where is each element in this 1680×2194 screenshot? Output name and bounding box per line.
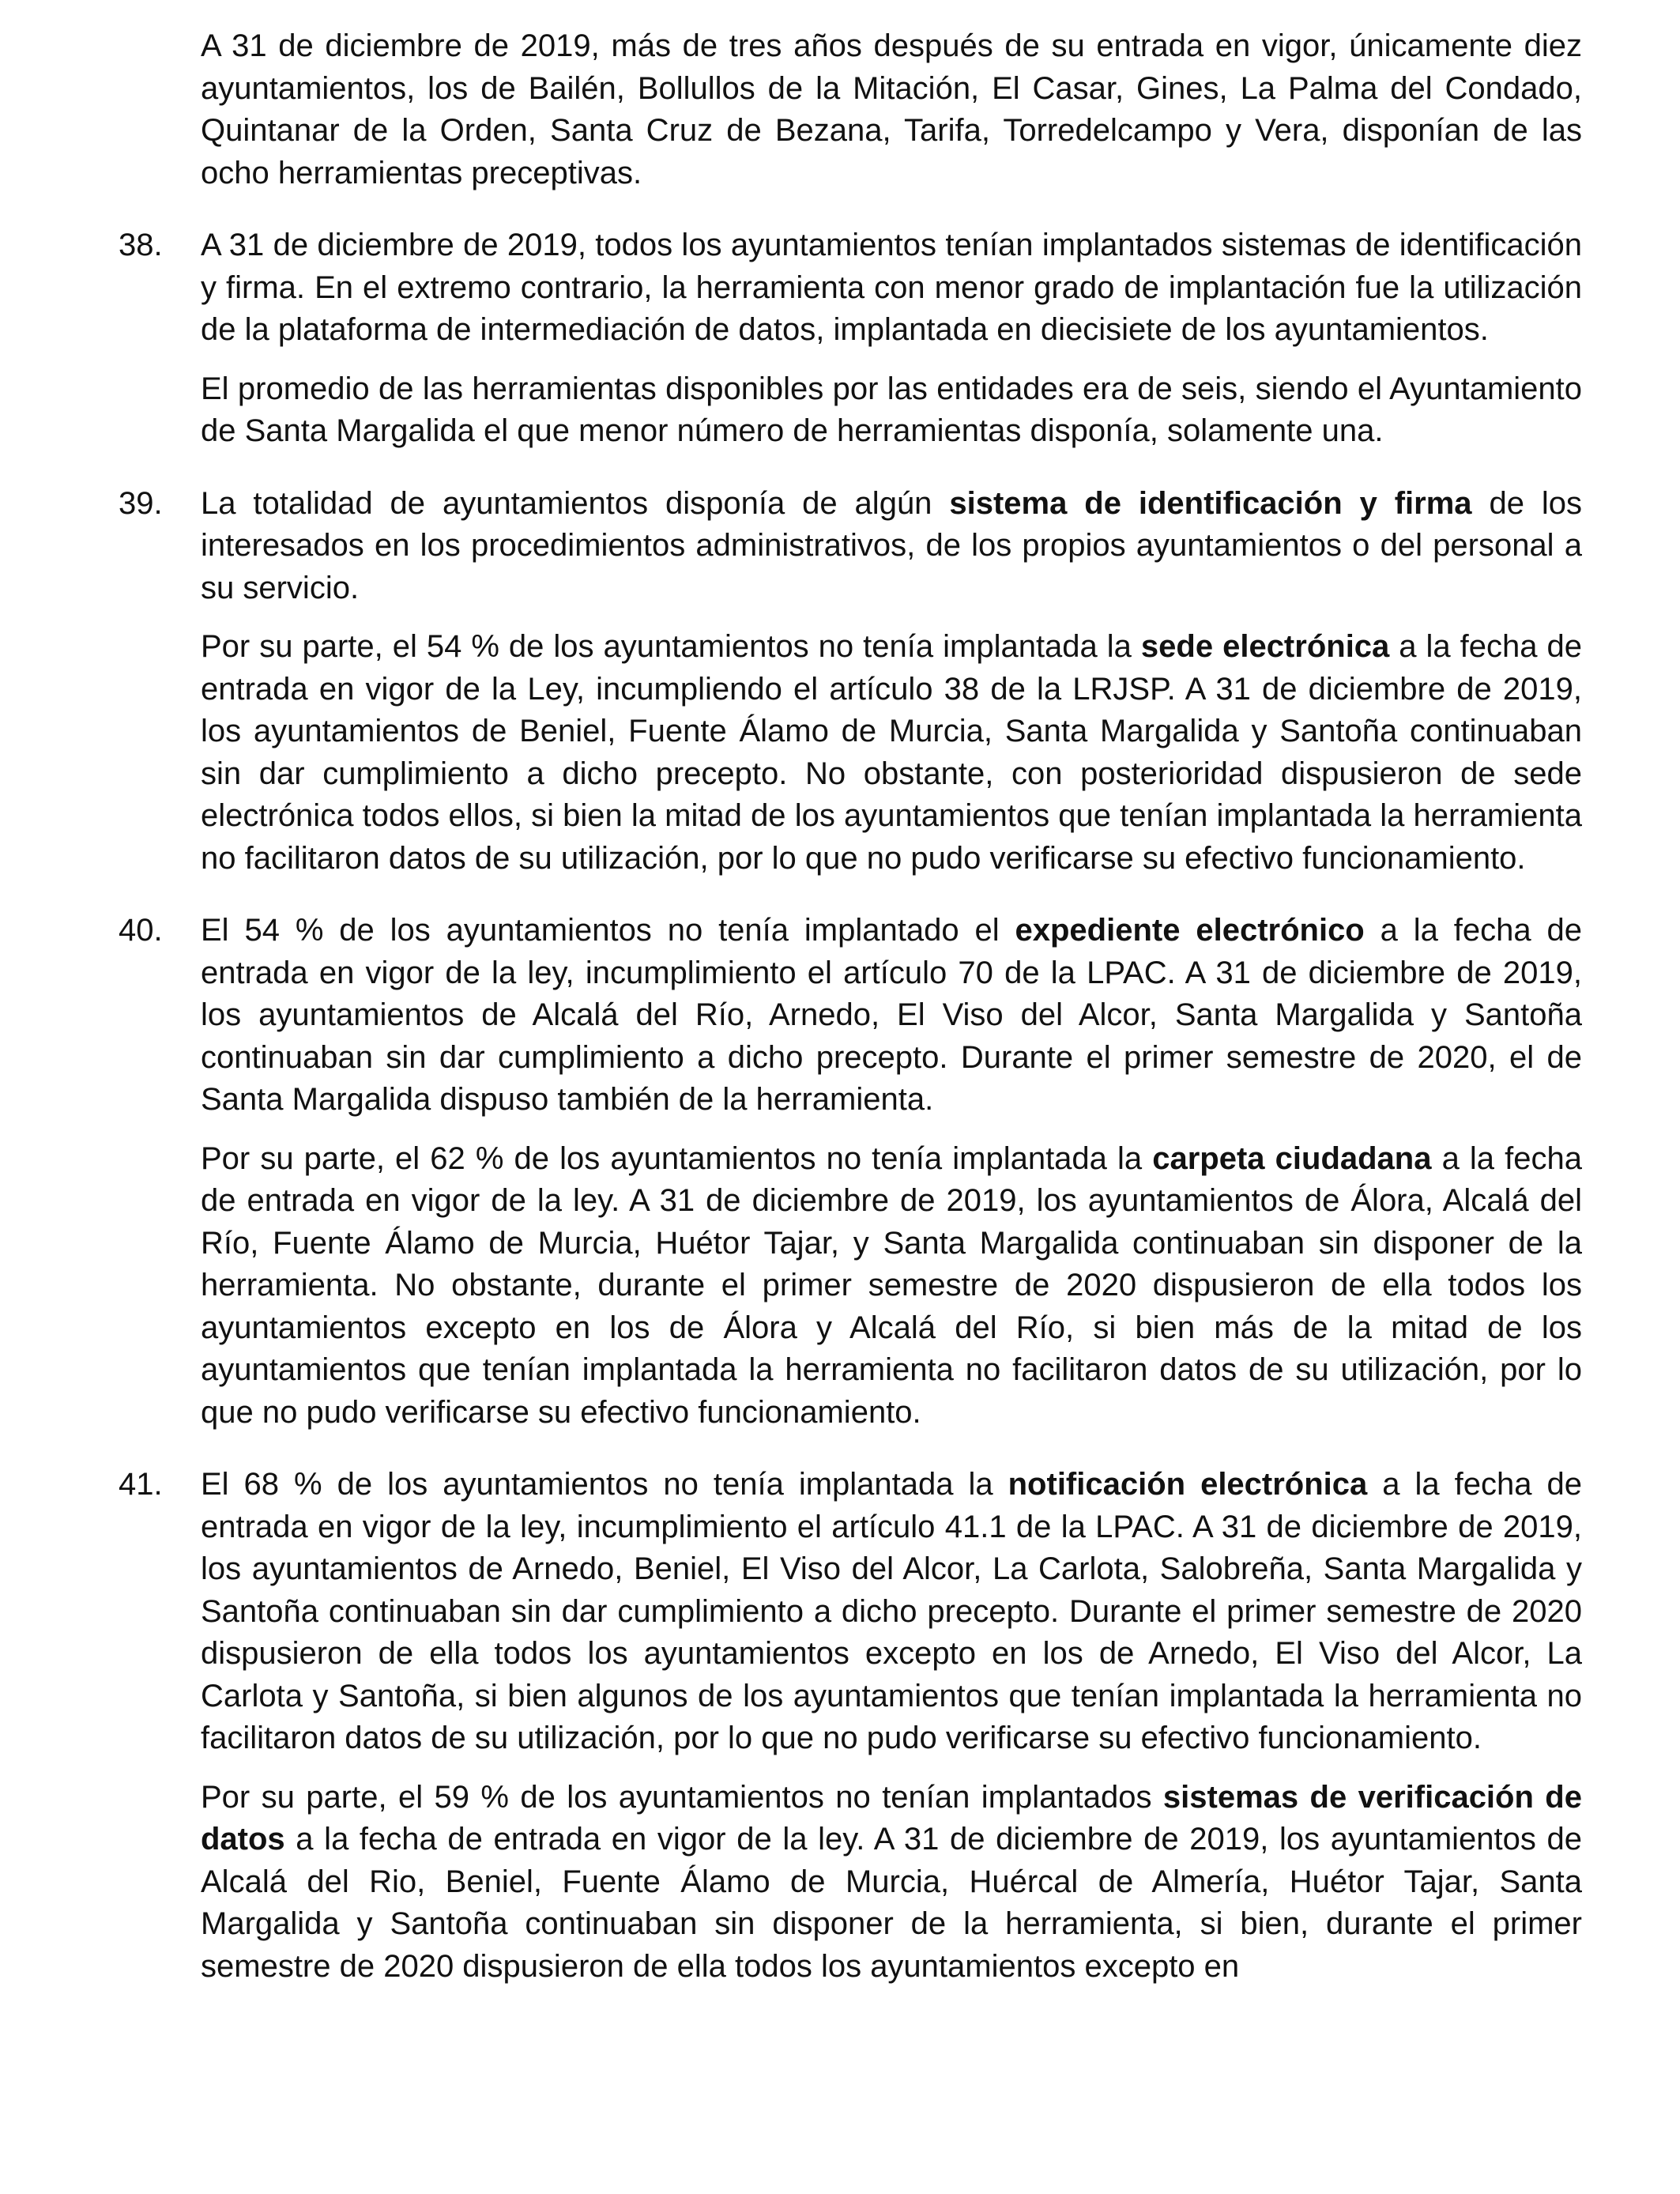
paragraph-37-continuation xyxy=(160,25,1582,194)
paragraph-41 xyxy=(119,1464,1582,1760)
paragraph-text: A 31 de diciembre de 2019, más de tres años después de su entrada en vigor, únicamente diez ayuntamientos, los de Bailén, Bollullos de la Mitación, El Casar, Gines, La Palma del Condado, Quintanar de la Orden, Santa Cruz de Bezana, Tarifa, Torredelcampo y Vera, disponían de las ocho herramientas preceptivas. xyxy=(201,28,1582,190)
paragraph-text: La totalidad de ayuntamientos disponía de algún xyxy=(201,485,950,521)
bold-term: carpeta ciudadana xyxy=(1152,1140,1432,1176)
paragraph-text: a la fecha de entrada en vigor de la ley, incumplimiento el artículo 70 de la LPAC. A 31 de diciembre de 2019, los ayuntamientos de Alcalá del Río, Arnedo, El Viso del Alcor, Santa Margalida y Santoña continuaban sin dar cumplimiento a dicho precepto. Durante el primer semestre de 2020, el de Santa Margalida dispuso también de la herramienta. xyxy=(201,913,1582,1117)
bold-term: sede electrónica xyxy=(1140,629,1390,664)
bold-term: notificación electrónica xyxy=(1008,1467,1368,1502)
paragraph-text: a la fecha de entrada en vigor de la Ley, incumpliendo el artículo 38 de la LRJSP. A 31 de diciembre de 2019, los ayuntamientos de Beniel, Fuente Álamo de Murcia, Santa Margalida y Santoña continuaban sin dar cumplimiento a dicho precepto. No obstante, con posterioridad dispusieron de sede electrónica todos ellos, si bien la mitad de los ayuntamientos que tenían implantada la herramienta no facilitaron datos de su utilización, por lo que no pudo verificarse su efectivo funcionamiento. xyxy=(201,629,1582,876)
paragraph-text: El promedio de las herramientas disponibles por las entidades era de seis, siendo el Ayuntamiento de Santa Margalida el que menor número de herramientas disponía, solamente una. xyxy=(201,371,1582,448)
paragraph-39 xyxy=(119,483,1582,610)
paragraph-text: Por su parte, el 62 % de los ayuntamientos no tenía implantada la xyxy=(201,1140,1153,1176)
document-body xyxy=(119,25,1582,1988)
paragraph-number: 40. xyxy=(119,913,163,948)
bold-term: expediente electrónico xyxy=(1015,913,1365,948)
paragraph-text: El 68 % de los ayuntamientos no tenía implantada la xyxy=(201,1467,1008,1502)
paragraph-text: a la fecha de entrada en vigor de la ley. A 31 de diciembre de 2019, los ayuntamientos de Alcalá del Rio, Beniel, Fuente Álamo de Murcia, Huércal de Almería, Huétor Tajar, Santa Margalida y Santoña continuaban sin disponer de la herramienta, si bien, durante el primer semestre de 2020 dispusieron de ella todos los ayuntamientos excepto en xyxy=(201,1822,1582,1984)
paragraph-text: de los interesados en los procedimientos administrativos, de los propios ayuntamientos o del personal a su servicio. xyxy=(201,485,1582,605)
paragraph-number: 38. xyxy=(119,228,163,262)
paragraph-text: Por su parte, el 59 % de los ayuntamientos no tenían implantados xyxy=(201,1779,1163,1815)
paragraph-40 xyxy=(119,910,1582,1122)
paragraph-38-b xyxy=(160,368,1582,453)
paragraph-text: Por su parte, el 54 % de los ayuntamientos no tenía implantada la xyxy=(201,629,1141,664)
paragraph-40-b xyxy=(160,1138,1582,1434)
bold-term: sistema de identificación y firma xyxy=(949,485,1472,521)
paragraph-number: 39. xyxy=(119,485,163,521)
paragraph-text: a la fecha de entrada en vigor de la ley, incumplimiento el artículo 41.1 de la LPAC. A 31 de diciembre de 2019, los ayuntamientos de Arnedo, Beniel, El Viso del Alcor, La Carlota, Salobreña, Santa Margalida y Santoña continuaban sin dar cumplimiento a dicho precepto. Durante el primer semestre de 2020 dispusieron de ella todos los ayuntamientos excepto en los de Arnedo, El Viso del Alcor, La Carlota y Santoña, si bien algunos de los ayuntamientos que tenían implantada la herramienta no facilitaron datos de su utilización, por lo que no pudo verificarse su efectivo funcionamiento. xyxy=(201,1467,1582,1755)
paragraph-text: A 31 de diciembre de 2019, todos los ayuntamientos tenían implantados sistemas de identificación y firma. En el extremo contrario, la herramienta con menor grado de implantación fue la utilización de la plataforma de intermediación de datos, implantada en diecisiete de los ayuntamientos. xyxy=(201,228,1582,347)
paragraph-39-b xyxy=(160,626,1582,880)
paragraph-38 xyxy=(119,224,1582,352)
paragraph-text: a la fecha de entrada en vigor de la ley. A 31 de diciembre de 2019, los ayuntamientos de Álora, Alcalá del Río, Fuente Álamo de Murcia, Huétor Tajar, y Santa Margalida continuaban sin disponer de la herramienta. No obstante, durante el primer semestre de 2020 dispusieron de ella todos los ayuntamientos excepto en los de Álora y Alcalá del Río, si bien más de la mitad de los ayuntamientos que tenían implantada la herramienta no facilitaron datos de su utilización, por lo que no pudo verificarse su efectivo funcionamiento. xyxy=(201,1140,1582,1430)
paragraph-text: El 54 % de los ayuntamientos no tenía implantado el xyxy=(201,913,1015,948)
paragraph-number: 41. xyxy=(119,1467,163,1502)
paragraph-41-b xyxy=(160,1777,1582,1989)
bold-term: sistemas de verificación de datos xyxy=(201,1779,1582,1857)
